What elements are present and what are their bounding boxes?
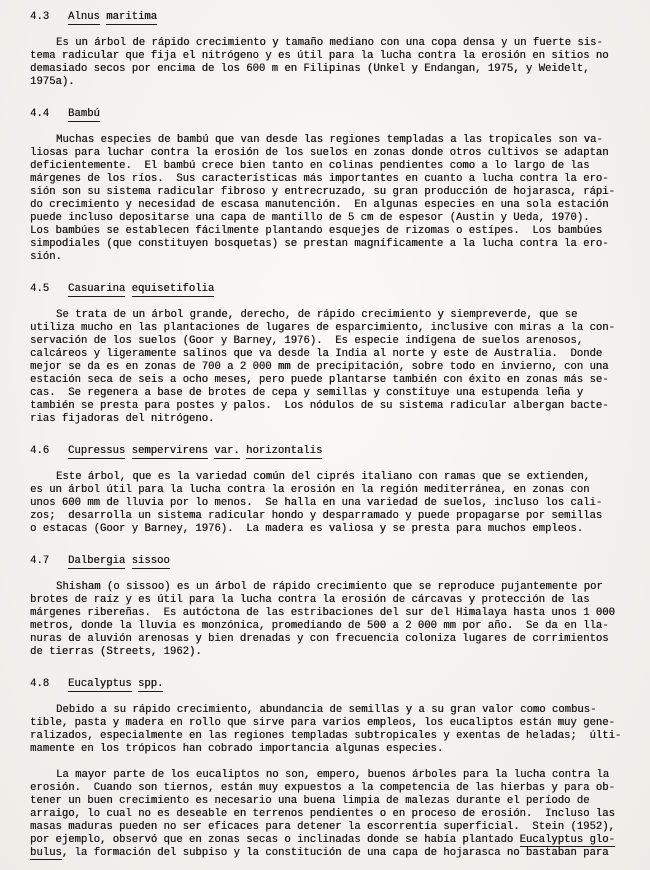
section-4.6	[30, 445, 640, 536]
section-number: 4.5	[30, 283, 50, 295]
paragraph-4.8-1: Debido a su rápido crecimiento, abundancia de semillas y a su gran valor como combus- tible, pasta y madera en rollo que sirve para varios empleos, los eucaliptos están muy gene- ralizados, especialmente en las regiones templadas subtropicales y exentas de heladas; últi- mamente en los trópicos han cobrado importancia algunas especies.	[30, 704, 622, 755]
paragraph-4.5-1: Se trata de un árbol grande, derecho, de rápido crecimiento y siempreverde, que se utiliza mucho en las plantaciones de lugares de esparcimiento, inclusive con miras a la con- servación de los suelos (Goor y Barney, 1976). Es especie indígena de suelos arenosos, calcáreos y ligeramente salinos que va desde la India al norte y este de Australia. Donde mejor se da es en zonas de 700 a 2 000 mm de precipitación, sobre todo en invierno, con una estación seca de seis a ocho meses, pero puede plantarse también con éxito en zonas más se- cas. Se regenera a base de brotes de cepa y semillas y constituye una estupenda leña y también se presta para postes y palos. Los nódulos de su sistema radicular albergan bacte- rias fijadoras del nitrógeno.	[30, 309, 615, 425]
section-number: 4.7	[30, 555, 50, 567]
paragraph-4.7-1: Shisham (o sissoo) es un árbol de rápido crecimiento que se reproduce pujantemente por brotes de raíz y es útil para la lucha contra la erosión de cárcavas y protección de las márgenes ribereñas. Es autóctona de las estribaciones del sur del Himalaya hasta unos 1 000 metros, donde la lluvia es monzónica, promediando de 500 a 2 000 mm por año. Se da en lla- nuras de aluvión arenosas y bien drenadas y con frecuencia coloniza lugares de corrimientos de tierras (Streets, 1962).	[30, 581, 615, 658]
section-number: 4.4	[30, 108, 50, 120]
section-heading	[30, 108, 640, 121]
section-title: Dalbergia sissoo	[68, 555, 170, 567]
section-title: Cupressus sempervirens var. horizontalis	[68, 445, 323, 457]
section-number: 4.3	[30, 11, 50, 23]
paragraph-4.4-1: Muchas especies de bambú que van desde las regiones templadas a las tropicales son va- liosas para luchar contra la erosión de los suelos en zonas donde otros cultivos se adaptan deficientemente. El bambú crece bien tanto en colinas pendientes como a lo largo de las márgenes de los ríos. Sus características más importantes en cuanto a lucha contra la ero- sión son su sistema radicular fibroso y entrecruzado, su gran producción de hojarasca, rápi- do crecimiento y necesidad de escasa manutención. En algunas especies en una sola estación puede incluso depositarse una capa de mantillo de 5 cm de espesor (Austin y Ueda, 1970). Los bambúes se establecen fácilmente plantando esquejes de rizomas o estípes. Los bambúes simpodiales (que constituyen bosquetas) se prestan magníficamente a la lucha contra la ero- sión.	[30, 134, 615, 263]
section-4.8	[30, 678, 640, 860]
section-4.7	[30, 555, 640, 659]
paragraph-4.3-1: Es un árbol de rápido crecimiento y tamaño mediano con una copa densa y un fuerte sis- tema radicular que fija el nitrógeno y es útil para la lucha contra la erosión en sitios no demasiado secos por encima de los 600 m en Filipinas (Unkel y Endangan, 1975, y Weidelt, 1975a).	[30, 37, 609, 88]
section-title: Casuarina equisetifolia	[68, 283, 215, 295]
section-title: Alnus maritima	[68, 11, 158, 23]
section-title: Eucalyptus spp.	[68, 678, 164, 690]
section-4.5	[30, 283, 640, 426]
section-title: Bambú	[68, 108, 100, 120]
section-number: 4.8	[30, 678, 50, 690]
section-4.3	[30, 11, 640, 89]
section-4.4	[30, 108, 640, 264]
section-heading	[30, 555, 640, 568]
section-heading	[30, 678, 640, 691]
paragraph-4.6-1: Este árbol, que es la variedad común del ciprés italiano con ramas que se extienden, es un árbol útil para la lucha contra la erosión en la región mediterránea, en zonas con unos 600 mm de lluvia por lo menos. Se halla en una variedad de suelos, incluso los cali- zos; desarrolla un sistema radicular hondo y desparramado y puede propagarse por semillas o estacas (Goor y Barney, 1976). La madera es valiosa y se presta para muchos empleos.	[30, 471, 603, 535]
section-number: 4.6	[30, 445, 50, 457]
section-heading	[30, 11, 640, 24]
paragraph-4.8-2: La mayor parte de los eucaliptos no son, empero, buenos árboles para la lucha contra la erosión. Cuando son tiernos, están muy expuestos a la competencia de las hierbas y para ob- tener un buen crecimiento es necesario una buena limpia de malezas durante el período de arraigo, lo cual no es deseable en terrenos pendientes o en proceso de erosión. Incluso las masas maduras pueden no ser eficaces para detener la escorrentía superficial. Stein (1952), por ejemplo, observó que en zonas secas o inclinadas donde se había plantado Eucalyptus glo- bulus, la formación del subpiso y la constitución de una capa de hojarasca no bastaban para	[30, 769, 615, 859]
section-heading	[30, 445, 640, 458]
section-heading	[30, 283, 640, 296]
